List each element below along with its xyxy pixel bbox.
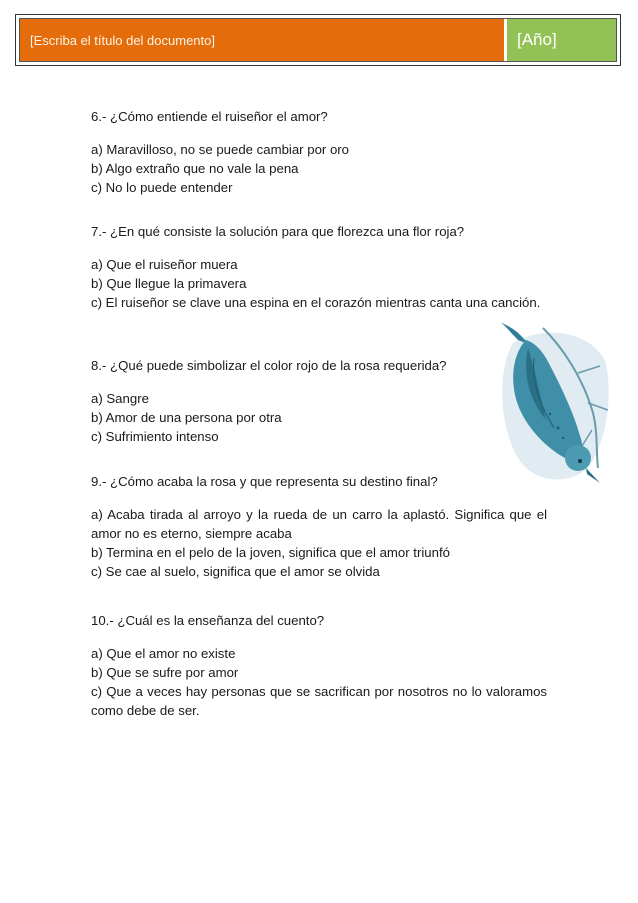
header-bar [19,18,617,62]
option-c: c) Que a veces hay personas que se sacrifican por nosotros no lo valoramos como debe de ser. [91,684,547,718]
option-a: a) Acaba tirada al arroyo y la rueda de un carro la aplastó. Significa que el amor no es eterno, siempre acaba [91,507,547,541]
question-text: 7.- ¿En qué consiste la solución para que florezca una flor roja? [91,224,465,239]
option-b: b) Amor de una persona por otra [91,410,282,425]
document-year[interactable]: [Año] [507,19,616,61]
option-a: a) Maravilloso, no se puede cambiar por oro [91,142,350,157]
question-6 [91,107,547,197]
option-c: c) El ruiseñor se clave una espina en el corazón mientras canta una canción. [91,295,541,310]
document-title[interactable]: [Escriba el título del documento] [20,19,507,61]
document-header [15,14,621,66]
option-b: b) Termina en el pelo de la joven, significa que el amor triunfó [91,545,450,560]
question-8 [91,356,547,446]
nightingale-illustration [488,318,613,488]
question-7 [91,222,547,312]
option-c: c) Se cae al suelo, significa que el amor se olvida [91,564,380,579]
question-text: 6.- ¿Cómo entiende el ruiseñor el amor? [91,109,328,124]
option-a: a) Sangre [91,391,149,406]
option-a: a) Que el amor no existe [91,646,236,661]
question-text: 8.- ¿Qué puede simbolizar el color rojo de la rosa requerida? [91,358,447,373]
option-c: c) Sufrimiento intenso [91,429,219,444]
option-b: b) Que se sufre por amor [91,665,239,680]
question-text: 10.- ¿Cuál es la enseñanza del cuento? [91,613,325,628]
question-text: 9.- ¿Cómo acaba la rosa y que representa su destino final? [91,474,438,489]
option-b: b) Algo extraño que no vale la pena [91,161,299,176]
question-9 [91,472,547,581]
option-b: b) Que llegue la primavera [91,276,247,291]
option-c: c) No lo puede entender [91,180,233,195]
option-a: a) Que el ruiseñor muera [91,257,238,272]
question-10 [91,611,547,720]
